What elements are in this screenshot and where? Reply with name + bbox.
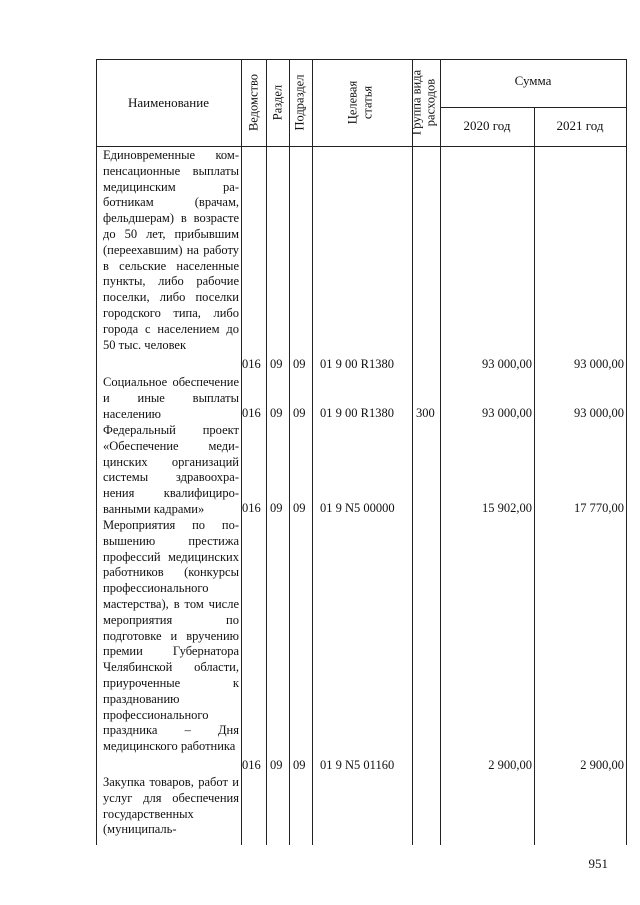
header-group-line2: расходов <box>423 78 438 127</box>
row-2021: 93 000,00 <box>574 406 624 420</box>
row-group: 300 <box>416 406 435 420</box>
row-2020: 93 000,00 <box>482 357 532 371</box>
header-vedomstvo: Ведомство <box>246 73 261 132</box>
column-divider <box>534 107 535 845</box>
row-vedomstvo: 016 <box>242 758 261 772</box>
row-target: 01 9 00 R1380 <box>320 357 394 371</box>
column-divider <box>289 59 290 845</box>
row-name: Единовременные компенсационные выплаты медицинским работникам (врачам, фельдшерам) в возрасте до 50 лет, прибывшим (переехавшим) на работу в сельские населенные пункты, либо рабочие поселки, либо поселки городского типа, либо города с населением до 50 тыс. человек <box>103 148 239 352</box>
row-razdel: 09 <box>270 501 283 515</box>
row-name: Социальное обеспечение и иные выплаты населению <box>103 375 239 421</box>
row-target: 01 9 00 R1380 <box>320 406 394 420</box>
table-border <box>96 59 97 845</box>
row-vedomstvo: 016 <box>242 501 261 515</box>
page-number: 951 <box>588 856 608 871</box>
row-podrazdel: 09 <box>293 758 306 772</box>
row-razdel: 09 <box>270 758 283 772</box>
header-year-2020: 2020 год <box>463 118 511 133</box>
header-sum: Сумма <box>514 73 552 88</box>
column-divider <box>266 59 267 845</box>
table-border <box>626 59 627 845</box>
row-2021: 17 770,00 <box>574 501 624 515</box>
row-podrazdel: 09 <box>293 501 306 515</box>
column-divider <box>312 59 313 845</box>
header-year-2021: 2021 год <box>556 118 604 133</box>
column-divider <box>412 59 413 845</box>
header-group-line1: Группа вида <box>409 69 424 136</box>
row-2020: 2 900,00 <box>488 758 532 772</box>
row-razdel: 09 <box>270 357 283 371</box>
row-2020: 93 000,00 <box>482 406 532 420</box>
row-target: 01 9 N5 00000 <box>320 501 395 515</box>
header-target-line1: Целевая <box>345 80 360 125</box>
row-vedomstvo: 016 <box>242 357 261 371</box>
row-2021: 93 000,00 <box>574 357 624 371</box>
row-razdel: 09 <box>270 406 283 420</box>
header-bottom-border <box>96 146 626 147</box>
header-target-line2: статья <box>360 85 375 120</box>
header-podrazdel: Подраздел <box>292 74 307 131</box>
header-razdel: Раздел <box>270 84 285 121</box>
row-name: Федеральный проект «Обеспечение медицинских организаций системы здравоохранения квалифицированными кадрами» <box>103 423 239 516</box>
row-target: 01 9 N5 01160 <box>320 758 395 772</box>
row-podrazdel: 09 <box>293 406 306 420</box>
row-2020: 15 902,00 <box>482 501 532 515</box>
column-divider <box>241 59 242 845</box>
row-name: Мероприятия по повышению престижа профессий медицинских работников (конкурсы профессионального мастерства), в том числе мероприятия по подготовке и вручению премии Губернатора Челябинской области, приуроченные к празднованию профессионального праздника – Дня медицинского работника <box>103 518 239 754</box>
header-name: Наименование <box>128 95 209 110</box>
row-name: Закупка товаров, работ и услуг для обеспечения государственных (муниципаль- <box>103 775 239 837</box>
sum-subheader-line <box>440 107 626 108</box>
row-2021: 2 900,00 <box>580 758 624 772</box>
row-podrazdel: 09 <box>293 357 306 371</box>
column-divider <box>440 59 441 845</box>
row-vedomstvo: 016 <box>242 406 261 420</box>
